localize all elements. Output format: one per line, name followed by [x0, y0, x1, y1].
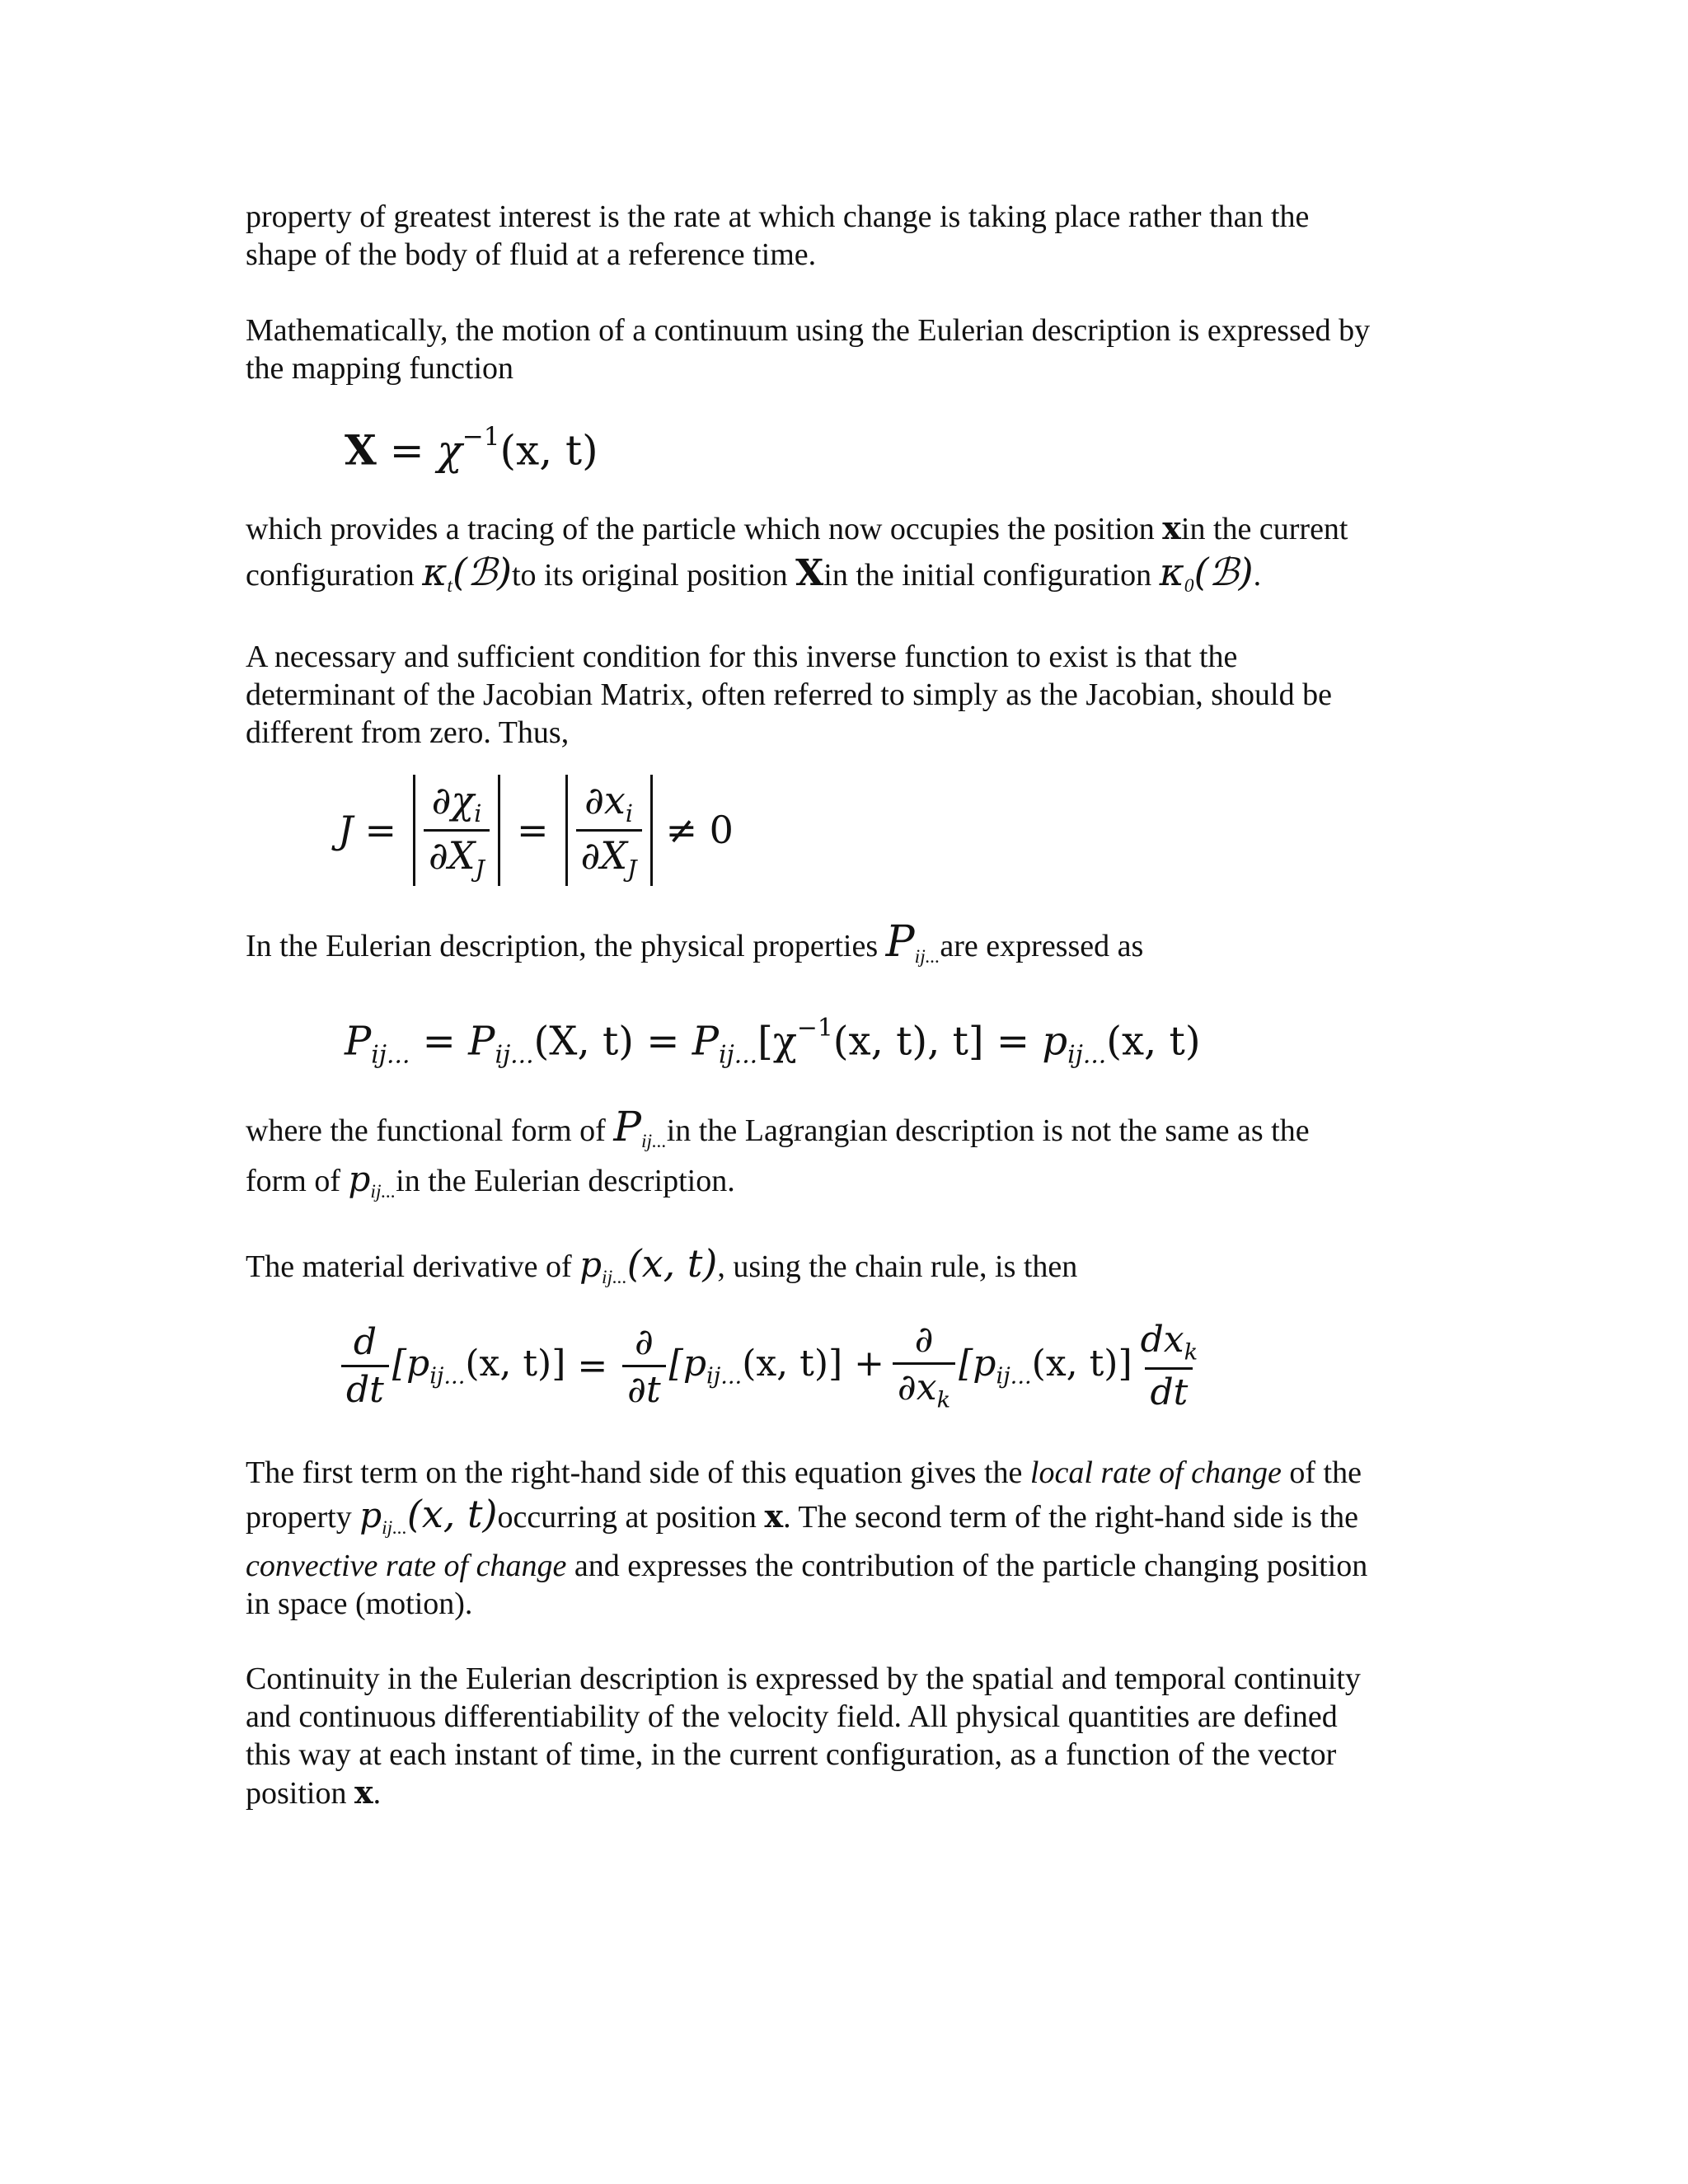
math-symbol: X [795, 552, 824, 594]
text-run: configuration [246, 558, 415, 593]
text-line: the mapping function [246, 351, 514, 386]
math-symbol: x [764, 1497, 784, 1535]
math-symbol: P [885, 917, 915, 967]
text-line: determinant of the Jacobian Matrix, often referred to simply as the Jacobian, should be [246, 677, 1332, 712]
eq-symbol: = [516, 808, 549, 853]
text-line: different from zero. Thus, [246, 715, 570, 750]
math-subscript: ij... [641, 1131, 667, 1153]
text-line: in space (motion). [246, 1586, 473, 1622]
text-run: in the current [1180, 512, 1348, 546]
text-run: form of [246, 1164, 341, 1199]
math-subscript: 0 [1184, 575, 1194, 598]
fraction-denominator: $\partial X_J$ [576, 829, 642, 883]
determinant-2 [565, 775, 653, 886]
fraction: $\frac{\partial}{\partial x_k}$ [893, 1319, 955, 1413]
fraction-numerator: $\partial x_i$ [584, 778, 633, 827]
text-run: in the Lagrangian description is not the same as the [666, 1113, 1310, 1148]
math-symbol: (ℬ) [1193, 550, 1254, 594]
text-line [246, 1103, 1465, 1160]
determinant-1 [413, 775, 500, 886]
math-symbol: (x, t) [626, 1241, 718, 1286]
paragraph-material-derivative [246, 1241, 1465, 1296]
paragraph-mapping [246, 312, 1465, 387]
equation-eulerian-properties: $P_{ij...} = P_{ij...}(X$, $t) = P_{ij...}[\chi^{-1}(x$, t), $t] = p_{ij...}(x$, t) [345, 1014, 1201, 1070]
fraction: $\frac{\partial}{\partial t}$ [622, 1321, 665, 1411]
paragraph-properties [246, 917, 1465, 976]
eq-symbol: = [364, 808, 396, 853]
text-run: which provides a tracing of the particle which now occupies the position [246, 512, 1155, 546]
eq-symbol: = [389, 426, 424, 475]
text-run: of the [1289, 1455, 1362, 1490]
math-symbol: P [613, 1103, 641, 1151]
math-symbol: p [348, 1159, 371, 1200]
math-subscript: ij... [914, 946, 940, 968]
text-line [246, 1160, 1465, 1211]
text-run: . The second term of the right-hand side is the [783, 1500, 1358, 1535]
text-run: The first term on the right-hand side of this equation gives the [246, 1455, 1023, 1490]
math-symbol: (x, t) [406, 1492, 498, 1536]
text-line [246, 1547, 1465, 1585]
equation-inverse-mapping [345, 422, 839, 474]
text-line: Mathematically, the motion of a continuum using the Eulerian description is expressed by [246, 313, 1371, 348]
equation-jacobian [338, 775, 915, 886]
paragraph-continuity [246, 1660, 1465, 1812]
fraction: $\frac{dx_k}{dt}$ [1140, 1319, 1198, 1413]
eq-symbol: J [338, 808, 354, 853]
text-run-italic: local rate of change [1029, 1455, 1282, 1490]
eq-symbol: ≠ 0 [665, 808, 734, 853]
text-run: to its original position [512, 558, 788, 593]
math-symbol: κ [422, 550, 448, 594]
paragraph-rate-of-change [246, 1454, 1465, 1623]
fraction [576, 778, 642, 883]
fraction: $\frac{d}{dt}$ [341, 1321, 389, 1411]
text-line: Continuity in the Eulerian description is expressed by the spatial and temporal continuity [246, 1661, 1361, 1696]
text-line [246, 1774, 1465, 1812]
text-run: property [246, 1500, 352, 1535]
text-line: and continuous differentiability of the velocity field. All physical quantities are defined [246, 1699, 1338, 1734]
math-symbol: x [354, 1774, 373, 1811]
paragraph-jacobian [246, 638, 1465, 752]
text-line [246, 550, 1465, 605]
text-run: position [246, 1776, 347, 1811]
math-symbol: p [359, 1495, 382, 1535]
text-line: property of greatest interest is the rate at which change is taking place rather than the [246, 199, 1310, 234]
eq-symbol: X [345, 425, 377, 475]
text-run: occurring at position [497, 1500, 757, 1535]
text-line [246, 509, 1465, 548]
eq-superscript: −1 [462, 422, 500, 452]
text-line: A necessary and sufficient condition for this inverse function to exist is that the [246, 640, 1238, 674]
text-run: , using the chain rule, is then [717, 1249, 1078, 1284]
fraction-numerator: $\partial\chi_i$ [431, 778, 482, 827]
text-run: in the Eulerian description. [396, 1164, 735, 1199]
text-run: . [373, 1776, 382, 1811]
equation-chain-rule: $\frac{d}{dt}$ [$p_{ij...}(x$, t)] = $\frac{\partial}{\partial t}$ [$p_{ij...}(x$, t)] + $\frac{\partial}{\partial x_k}$ [$p_{ij...}(x$, t)] $\frac{dx_k}{dt}$ [338, 1319, 1245, 1413]
text-line: this way at each instant of time, in the current configuration, as a function of the vector [246, 1737, 1337, 1772]
paragraph-tracing [246, 509, 1465, 605]
paragraph-functional-form [246, 1103, 1465, 1211]
text-run: . [1253, 558, 1262, 593]
text-run: are expressed as [940, 929, 1144, 963]
text-run: In the Eulerian description, the physical properties [246, 929, 879, 963]
text-run: The material derivative of [246, 1249, 572, 1284]
text-run-italic: convective rate of change [246, 1549, 567, 1584]
math-symbol: p [579, 1244, 603, 1285]
text-run: in the initial configuration [823, 558, 1152, 593]
text-line [246, 917, 1465, 976]
math-subscript: t [447, 575, 452, 598]
math-symbol: κ [1159, 550, 1184, 594]
text-run: and expresses the contribution of the particle changing position [574, 1549, 1368, 1584]
text-run: where the functional form of [246, 1113, 606, 1148]
fraction [424, 778, 490, 883]
text-line [246, 1492, 1465, 1547]
eq-symbol: (x, t) [499, 426, 598, 475]
text-line: shape of the body of fluid at a reference time. [246, 237, 817, 272]
math-subscript: ij... [602, 1267, 627, 1289]
math-subscript: ij... [382, 1517, 407, 1540]
fraction-denominator: $\partial X_J$ [424, 829, 490, 883]
math-symbol: x [1162, 509, 1181, 546]
eq-symbol: χ [437, 426, 462, 475]
paragraph-intro [246, 198, 1465, 274]
math-symbol: (ℬ) [452, 550, 512, 594]
text-line [246, 1241, 1465, 1296]
text-line [246, 1454, 1465, 1492]
math-subscript: ij... [370, 1181, 396, 1203]
